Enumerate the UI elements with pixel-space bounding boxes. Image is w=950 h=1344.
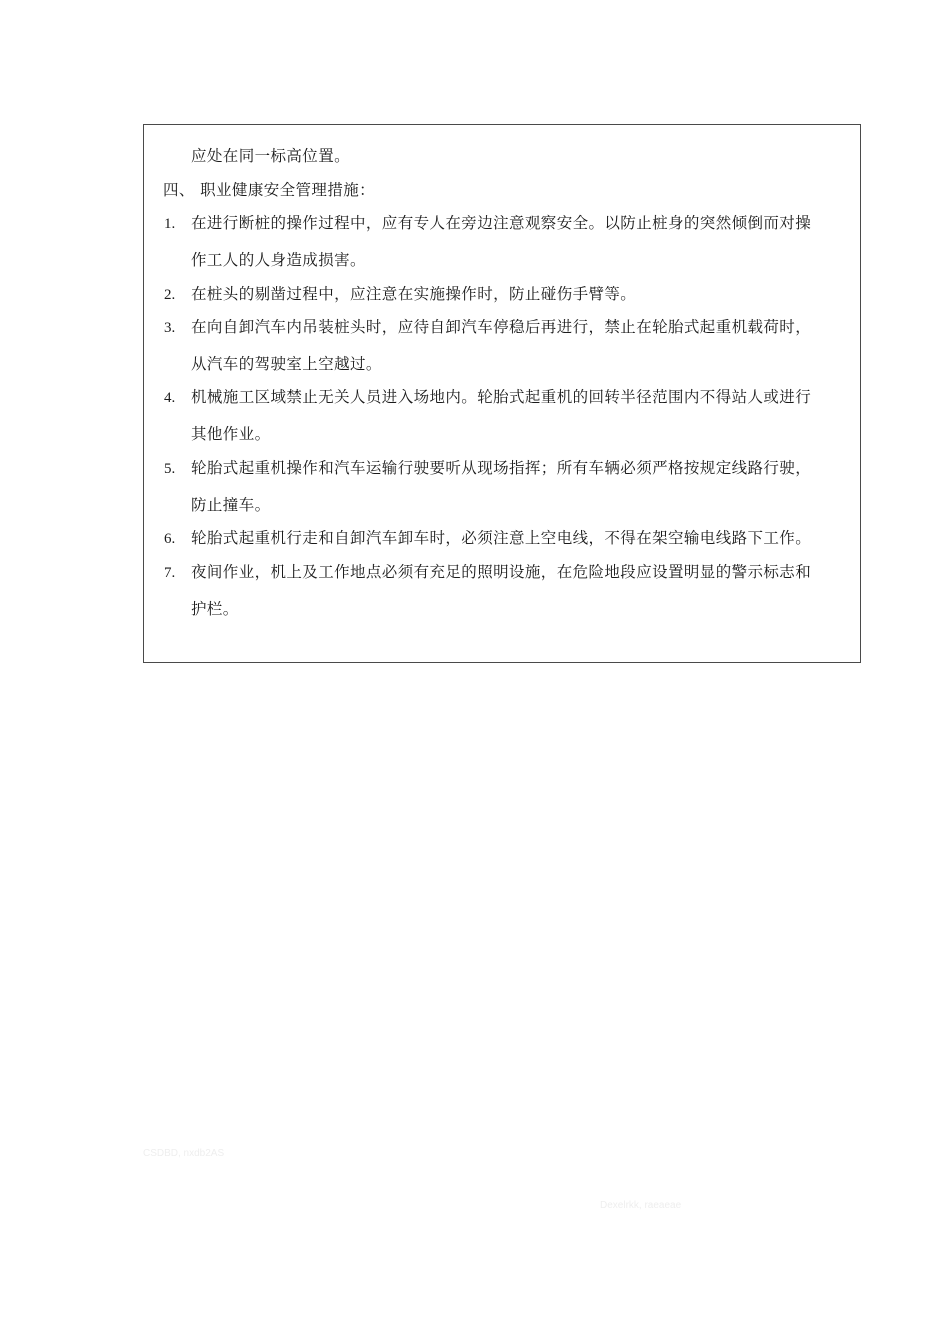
- item-number: 3.: [164, 320, 176, 336]
- item-number: 6.: [164, 531, 176, 547]
- item-text-line: 夜间作业，机上及工作地点必须有充足的照明设施，在危险地段应设置明显的警示标志和: [191, 563, 812, 581]
- item-text-line: 防止撞车。: [191, 496, 271, 514]
- content-table-cell: [143, 124, 861, 663]
- item-text-line: 在桩头的剔凿过程中，应注意在实施操作时，防止碰伤手臂等。: [191, 285, 637, 303]
- item-text-line: 在进行断桩的操作过程中，应有专人在旁边注意观察安全。以防止桩身的突然倾倒而对操: [191, 214, 812, 232]
- item-number: 4.: [164, 390, 176, 406]
- item-number: 1.: [164, 216, 176, 232]
- faint-watermark: Dexelrkk, raeaeae: [600, 1200, 682, 1211]
- item-text-line: 从汽车的驾驶室上空越过。: [191, 355, 382, 373]
- item-text-line: 在向自卸汽车内吊装桩头时，应待自卸汽车停稳后再进行，禁止在轮胎式起重机载荷时，: [191, 318, 812, 336]
- item-text-line: 轮胎式起重机行走和自卸汽车卸车时，必须注意上空电线，不得在架空输电线路下工作。: [191, 529, 812, 547]
- item-number: 5.: [164, 461, 176, 477]
- item-text-line: 机械施工区域禁止无关人员进入场地内。轮胎式起重机的回转半径范围内不得站人或进行: [191, 388, 812, 406]
- faint-watermark: CSDBD, nxdb2AS: [143, 1148, 225, 1159]
- item-text-line: 作工人的人身造成损害。: [191, 251, 366, 269]
- section-heading: 四、 职业健康安全管理措施：: [163, 181, 376, 199]
- item-number: 7.: [164, 565, 176, 581]
- continuation-text: 应处在同一标高位置。: [191, 147, 351, 165]
- item-number: 2.: [164, 287, 176, 303]
- item-text-line: 其他作业。: [191, 425, 271, 443]
- item-text-line: 轮胎式起重机操作和汽车运输行驶要听从现场指挥；所有车辆必须严格按规定线路行驶，: [191, 459, 812, 477]
- item-text-line: 护栏。: [191, 600, 239, 618]
